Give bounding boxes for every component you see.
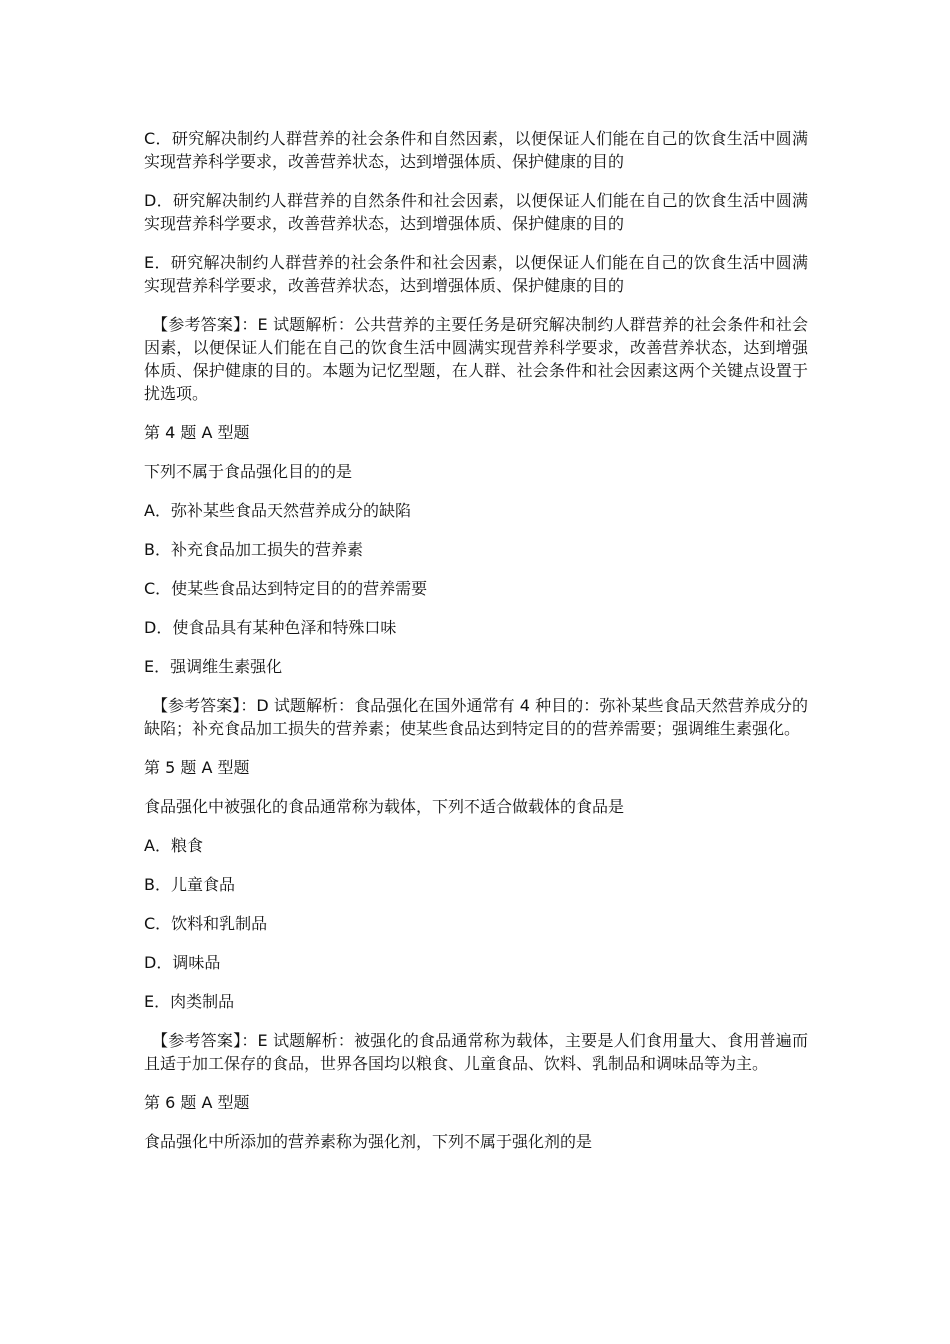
q3-answer: 【参考答案】：E 试题解析：公共营养的主要任务是研究解决制约人群营养的社会条件和社会因素，以便保证人们能在自己的饮食生活中圆满实现营养科学要求，改善营养状态，达到增强体质、保护健康的目的。本题为记忆型题，在人群、社会条件和社会因素这两个关键点设置于扰选项。 (144, 315, 808, 403)
q4-heading: 第 4 题 A 型题 (144, 423, 250, 442)
q4-answer: 【参考答案】：D 试题解析：食品强化在国外通常有 4 种目的：弥补某些食品天然营养成分的缺陷；补充食品加工损失的营养素；使某些食品达到特定目的的营养需要；强调维生素强化。 (144, 696, 808, 738)
q4-option-e: E．强调维生素强化 (144, 657, 283, 676)
q3-option-e: E．研究解决制约人群营养的社会条件和社会因素，以便保证人们能在自己的饮食生活中圆满实现营养科学要求，改善营养状态，达到增强体质、保护健康的目的 (144, 253, 808, 295)
q4-option-c: C．使某些食品达到特定目的的营养需要 (144, 579, 428, 598)
q6-heading: 第 6 题 A 型题 (144, 1093, 250, 1112)
q3-option-d: D．研究解决制约人群营养的自然条件和社会因素，以便保证人们能在自己的饮食生活中圆满实现营养科学要求，改善营养状态，达到增强体质、保护健康的目的 (144, 191, 808, 233)
q5-option-d: D．调味品 (144, 953, 221, 972)
q5-option-c: C．饮料和乳制品 (144, 914, 268, 933)
q5-heading: 第 5 题 A 型题 (144, 758, 250, 777)
q4-option-a: A．弥补某些食品天然营养成分的缺陷 (144, 501, 411, 520)
q6-stem: 食品强化中所添加的营养素称为强化剂，下列不属于强化剂的是 (144, 1132, 593, 1151)
q5-answer: 【参考答案】：E 试题解析：被强化的食品通常称为载体，主要是人们食用量大、食用普遍而且适于加工保存的食品，世界各国均以粮食、儿童食品、饮料、乳制品和调味品等为主。 (144, 1031, 808, 1073)
document-page (144, 127, 808, 1169)
q5-option-e: E．肉类制品 (144, 992, 235, 1011)
q5-stem: 食品强化中被强化的食品通常称为载体，下列不适合做载体的食品是 (144, 797, 625, 816)
q5-option-b: B．儿童食品 (144, 875, 235, 894)
q4-option-b: B．补充食品加工损失的营养素 (144, 540, 363, 559)
q3-option-c: C．研究解决制约人群营养的社会条件和自然因素，以便保证人们能在自己的饮食生活中圆满实现营养科学要求，改善营养状态，达到增强体质、保护健康的目的 (144, 129, 808, 171)
q4-option-d: D．使食品具有某种色泽和特殊口味 (144, 618, 397, 637)
q5-option-a: A．粮食 (144, 836, 203, 855)
q4-stem: 下列不属于食品强化目的的是 (144, 462, 353, 481)
